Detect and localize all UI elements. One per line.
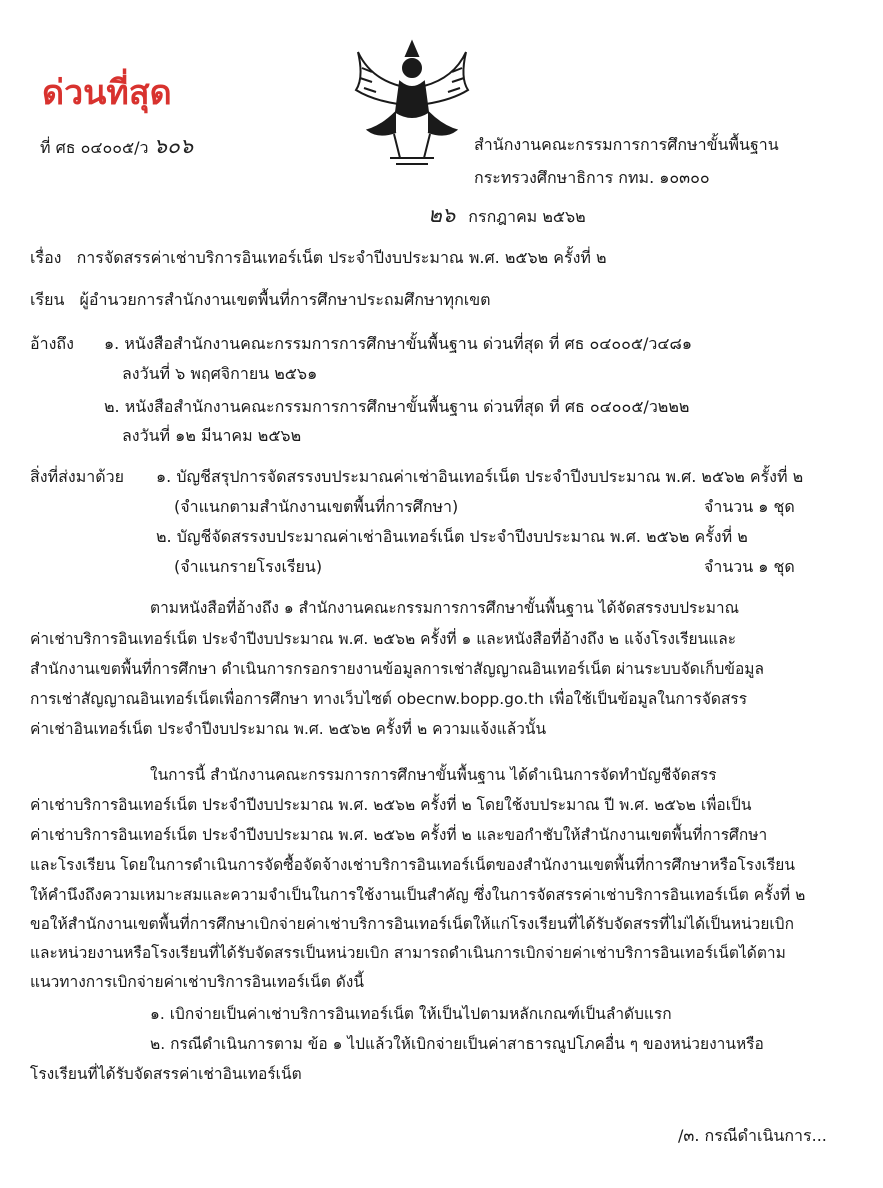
enclosure-item-1-note: (จำแนกตามสำนักงานเขตพื้นที่การศึกษา) — [174, 497, 459, 516]
paragraph-1-line-2: ค่าเช่าบริการอินเทอร์เน็ต ประจำปีงบประมาณ พ.ศ. ๒๕๖๒ ครั้งที่ ๑ และหนังสือที่อ้างถึง ๒ แจ้งโรงเรียนและ — [30, 630, 737, 648]
reference-item-1: ๑. หนังสือสำนักงานคณะกรรมการการศึกษาขั้นพื้นฐาน ด่วนที่สุด ที่ ศธ ๐๔๐๐๕/ว๔๘๑ — [104, 334, 693, 353]
paragraph-1-line-3: สำนักงานเขตพื้นที่การศึกษา ดำเนินการกรอกรายงานข้อมูลการเช่าสัญญาณอินเทอร์เน็ต ผ่านระบบจัดเก็บข้อมูล — [30, 660, 764, 678]
list-item: ๑. เบิกจ่ายเป็นค่าเช่าบริการอินเทอร์เน็ต ให้เป็นไปตามหลักเกณฑ์เป็นลำดับแรก — [150, 1005, 672, 1023]
reference-item-1-date: ลงวันที่ ๖ พฤศจิกายน ๒๕๖๑ — [122, 364, 318, 383]
reference-item-2-date: ลงวันที่ ๑๒ มีนาคม ๒๕๖๒ — [122, 426, 302, 445]
enclosure-item-1-qty: จำนวน ๑ ชุด — [704, 497, 795, 516]
reference-printed: ที่ ศธ ๐๔๐๐๕/ว — [40, 138, 149, 157]
paragraph-1-line-5: ค่าเช่าอินเทอร์เน็ต ประจำปีงบประมาณ พ.ศ. ๒๕๖๒ ครั้งที่ ๒ ความแจ้งแล้วนั้น — [30, 720, 547, 738]
subject-text: การจัดสรรค่าเช่าบริการอินเทอร์เน็ต ประจำปีงบประมาณ พ.ศ. ๒๕๖๒ ครั้งที่ ๒ — [76, 248, 607, 267]
paragraph-2-line-5: ให้คำนึงถึงความเหมาะสมและความจำเป็นในการใช้งานเป็นสำคัญ ซึ่งในการจัดสรรค่าเช่าบริการอินเทอร์เน็ต ครั้งที่ ๒ — [30, 886, 806, 904]
enclosure-item-1: ๑. บัญชีสรุปการจัดสรรงบประมาณค่าเช่าอินเทอร์เน็ต ประจำปีงบประมาณ พ.ศ. ๒๕๖๒ ครั้งที่ ๒ — [156, 467, 804, 486]
recipient-text: ผู้อำนวยการสำนักงานเขตพื้นที่การศึกษาประถมศึกษาทุกเขต — [79, 290, 491, 309]
paragraph-2-line-2: ค่าเช่าบริการอินเทอร์เน็ต ประจำปีงบประมาณ พ.ศ. ๒๕๖๒ ครั้งที่ ๒ โดยใช้งบประมาณ ปี พ.ศ. ๒๕๖๒ เพื่อเป็น — [30, 796, 752, 814]
reference-number — [40, 136, 193, 157]
paragraph-1-line-1: ตามหนังสือที่อ้างถึง ๑ สำนักงานคณะกรรมการการศึกษาขั้นพื้นฐาน ได้จัดสรรงบประมาณ — [150, 599, 739, 617]
paragraph-1-line-4: การเช่าสัญญาณอินเทอร์เน็ตเพื่อการศึกษา ทางเว็บไซต์ obecnw.bopp.go.th เพื่อใช้เป็นข้อมูลในการจัดสรร — [30, 690, 748, 708]
organization-address: กระทรวงศึกษาธิการ กทม. ๑๐๓๐๐ — [474, 168, 710, 187]
enclosures-label: สิ่งที่ส่งมาด้วย — [30, 467, 124, 486]
list-item-continuation: โรงเรียนที่ได้รับจัดสรรค่าเช่าอินเทอร์เน็ต — [30, 1065, 302, 1083]
subject-line — [30, 250, 607, 266]
reference-item-2: ๒. หนังสือสำนักงานคณะกรรมการการศึกษาขั้นพื้นฐาน ด่วนที่สุด ที่ ศธ ๐๔๐๐๕/ว๒๒๒ — [104, 397, 690, 416]
urgency-label: ด่วนที่สุด — [42, 73, 172, 113]
date-month-year: กรกฎาคม ๒๕๖๒ — [468, 207, 586, 226]
references-label: อ้างถึง — [30, 334, 74, 353]
paragraph-2-line-3: ค่าเช่าบริการอินเทอร์เน็ต ประจำปีงบประมาณ พ.ศ. ๒๕๖๒ ครั้งที่ ๒ และขอกำชับให้สำนักงานเขตพื้นที่การศึกษา — [30, 826, 768, 844]
paragraph-2-line-1: ในการนี้ สำนักงานคณะกรรมการการศึกษาขั้นพื้นฐาน ได้ดำเนินการจัดทำบัญชีจัดสรร — [150, 766, 717, 784]
paragraph-2-line-6: ขอให้สำนักงานเขตพื้นที่การศึกษาเบิกจ่ายค่าเช่าบริการอินเทอร์เน็ตให้แก่โรงเรียนที่ได้รับจัดสรรที่ไม่ได้เป็นหน่วยเบิก — [30, 915, 794, 933]
paragraph-2-line-4: และโรงเรียน โดยในการดำเนินการจัดซื้อจัดจ้างเช่าบริการอินเทอร์เน็ตของสำนักงานเขตพื้นที่การศึกษาหรือโรงเรียน — [30, 856, 795, 874]
enclosure-item-2-qty: จำนวน ๑ ชุด — [704, 557, 795, 576]
organization-name: สำนักงานคณะกรรมการการศึกษาขั้นพื้นฐาน — [474, 135, 779, 154]
paragraph-2-line-8: แนวทางการเบิกจ่ายค่าเช่าบริการอินเทอร์เน็ต ดังนี้ — [30, 973, 364, 991]
date-day-handwritten: ๒๖ — [428, 203, 456, 227]
paragraph-2-line-7: และหน่วยงานหรือโรงเรียนที่ได้รับจัดสรรเป็นหน่วยเบิก สามารถดำเนินการเบิกจ่ายค่าเช่าบริการอินเทอร์เน็ตได้ตาม — [30, 944, 786, 962]
enclosure-item-2: ๒. บัญชีจัดสรรงบประมาณค่าเช่าอินเทอร์เน็ต ประจำปีงบประมาณ พ.ศ. ๒๕๖๒ ครั้งที่ ๒ — [156, 527, 748, 546]
garuda-emblem-icon — [350, 38, 474, 168]
reference-handwritten: ๖๐๖ — [153, 134, 194, 158]
recipient-label: เรียน — [30, 290, 65, 309]
subject-label: เรื่อง — [30, 248, 62, 267]
recipient-line — [30, 292, 491, 308]
enclosure-item-2-note: (จำแนกรายโรงเรียน) — [174, 557, 323, 576]
page-continuation: /๓. กรณีดำเนินการ... — [678, 1126, 827, 1145]
list-item: ๒. กรณีดำเนินการตาม ข้อ ๑ ไปแล้วให้เบิกจ่ายเป็นค่าสาธารณูปโภคอื่น ๆ ของหน่วยงานหรือ — [150, 1035, 764, 1053]
document-date — [428, 205, 586, 226]
